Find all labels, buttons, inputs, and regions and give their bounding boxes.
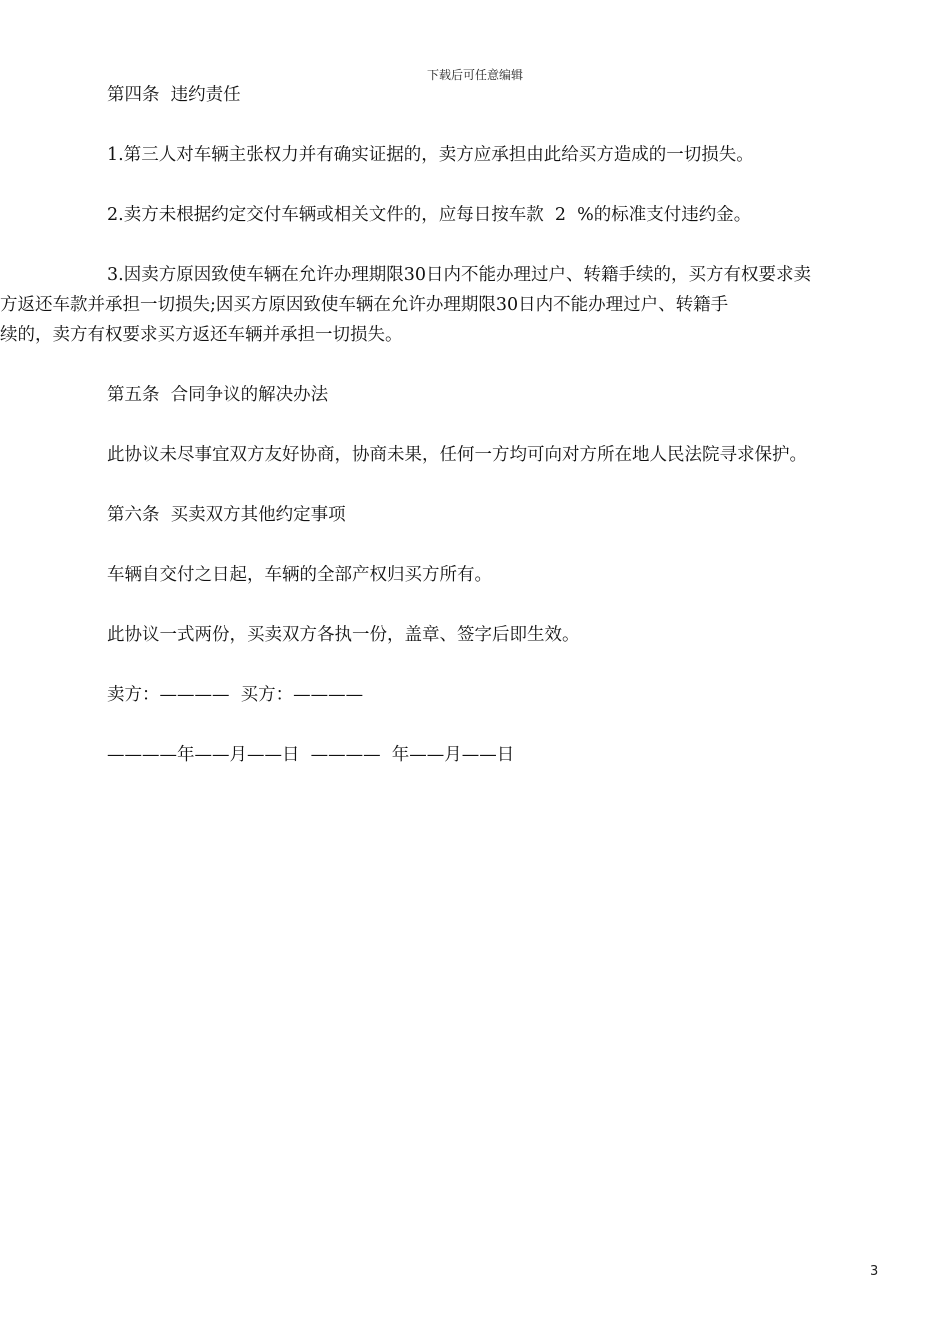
signature-dates: ————年——月——日 ———— 年——月——日 — [107, 745, 515, 765]
article4-item3-line3: 续的，卖方有权要求买方返还车辆并承担一切损失。 — [0, 325, 403, 345]
article4-item3 — [0, 260, 883, 350]
article6-text2: 此协议一式两份，买卖双方各执一份，盖章、签字后即生效。 — [107, 625, 580, 645]
page-number: 3 — [870, 1264, 879, 1279]
article4-item1: 1.第三人对车辆主张权力并有确实证据的，卖方应承担由此给买方造成的一切损失。 — [107, 145, 754, 165]
article5-heading: 第五条 合同争议的解决办法 — [107, 385, 329, 405]
article4-item3-line1: 3.因卖方原因致使车辆在允许办理期限30日内不能办理过户、转籍手续的，买方有权要求卖 — [107, 265, 811, 285]
article4-item3-line2: 方返还车款并承担一切损失;因买方原因致使车辆在允许办理期限30日内不能办理过户、转籍手 — [0, 295, 729, 315]
article6-text1: 车辆自交付之日起，车辆的全部产权归买方所有。 — [107, 565, 492, 585]
document-body — [0, 80, 883, 800]
article5-text: 此协议未尽事宜双方友好协商，协商未果，任何一方均可向对方所在地人民法院寻求保护。 — [107, 445, 807, 465]
header-note: 下载后可任意编辑 — [426, 68, 523, 82]
article6-heading: 第六条 买卖双方其他约定事项 — [107, 505, 346, 525]
signature-parties: 卖方：———— 买方：———— — [107, 685, 364, 705]
article4-item2: 2.卖方未根据约定交付车辆或相关文件的，应每日按车款 2 %的标准支付违约金。 — [107, 205, 752, 225]
article4-heading: 第四条 违约责任 — [107, 85, 241, 105]
